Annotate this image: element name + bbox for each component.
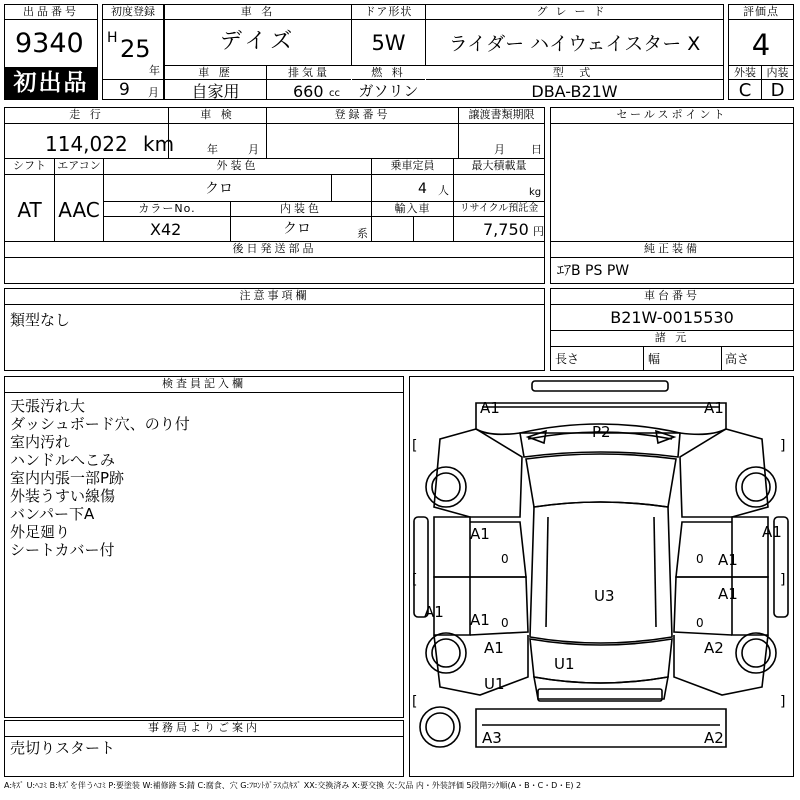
inspector-note-line: ハンドルへこみ — [10, 451, 116, 469]
exterior-grade-label: 外装 — [729, 66, 761, 80]
history-label: 車 歴 — [165, 66, 266, 80]
score: 4 — [751, 28, 771, 62]
bracket-right-2: ] — [780, 572, 786, 588]
load-unit: kg — [529, 187, 542, 198]
reg-year-unit: 年 — [149, 64, 160, 77]
capacity-unit: 人 — [438, 184, 449, 197]
inspector-box — [4, 376, 404, 718]
inspector-note-line: ダッシュボード穴、のり付 — [10, 415, 190, 433]
caution-label: 注意事項欄 — [5, 289, 544, 305]
transfer-day-unit: 日 — [531, 143, 542, 156]
ext-color: クロ — [205, 181, 233, 197]
caution-text: 類型なし — [10, 311, 71, 329]
insp-year-unit: 年 — [207, 143, 218, 156]
reg-no-label: 登録番号 — [267, 108, 458, 124]
mark-zero-1: 0 — [501, 552, 509, 566]
recycle-fee: 7,750 — [483, 220, 529, 239]
door-label: ドア形状 — [352, 5, 425, 20]
inspector-note-line: 天張汚れ大 — [10, 397, 86, 415]
ext-color-label: 外装色 — [104, 159, 371, 175]
reg-month: 9 — [119, 80, 130, 100]
bracket-right-1: ] — [780, 438, 786, 454]
mark-a1-left-rear-door: A1 — [470, 611, 490, 629]
office-box — [4, 720, 404, 777]
mark-u1-left-rear: U1 — [484, 675, 505, 693]
int-color-unit: 系 — [357, 227, 368, 240]
shift: AT — [17, 198, 42, 222]
office-text: 売切りスタート — [10, 739, 116, 757]
int-color-label: 内装色 — [231, 202, 371, 217]
mileage: 114,022 — [45, 132, 128, 156]
lot-number: 9340 — [15, 28, 84, 59]
bracket-left-3: [ — [412, 694, 418, 710]
displacement-label: 排気量 — [267, 66, 351, 80]
vehicle-info-box — [4, 107, 545, 242]
int-color: クロ — [283, 221, 311, 237]
inspector-label: 検査員記入欄 — [5, 377, 403, 393]
load-label: 最大積載量 — [454, 159, 544, 175]
grade: ライダー ハイウェイスター X — [448, 33, 701, 55]
fuel: ガソリン — [358, 82, 419, 100]
mark-a1-right-rear-door: A1 — [718, 585, 738, 603]
bracket-right-3: ] — [780, 694, 786, 710]
color-no: X42 — [150, 220, 182, 239]
mark-zero-2: 0 — [696, 552, 704, 566]
inspection-label: 車 検 — [169, 108, 266, 124]
dims-label: 諸 元 — [551, 331, 793, 347]
length-label: 長さ — [555, 352, 580, 366]
car-diagram-box — [409, 376, 794, 777]
recycle-unit: 円 — [533, 225, 544, 238]
mileage-unit: km — [143, 132, 175, 156]
equipment-box — [550, 241, 794, 284]
car-name: デイズ — [219, 29, 297, 54]
mileage-label: 走 行 — [5, 108, 168, 124]
mark-a1-right-side: A1 — [762, 523, 782, 541]
mark-a2-rear-bumper-right: A2 — [704, 729, 724, 747]
insp-month-unit: 月 — [248, 143, 259, 156]
mark-a1-right-front-door: A1 — [718, 551, 738, 569]
capacity-label: 乗車定員 — [372, 159, 453, 175]
inspector-note-line: バンパー下A — [10, 505, 95, 523]
mark-u1-rear-glass: U1 — [554, 655, 575, 673]
model-label: 型 式 — [426, 66, 723, 80]
mark-a1-front-left: A1 — [480, 399, 500, 417]
sales-point-label: セールスポイント — [551, 108, 793, 124]
later-parts-box — [4, 241, 545, 284]
first-listing-badge: 初出品 — [5, 67, 97, 99]
displacement: 660 — [293, 82, 324, 101]
equipment: ｴｱB PS PW — [557, 263, 630, 279]
fuel-label: 燃 料 — [352, 66, 425, 80]
mark-a3-rear-bumper-left: A3 — [482, 729, 502, 747]
mark-a1-front-right: A1 — [704, 399, 724, 417]
width-label: 幅 — [648, 352, 661, 366]
inspector-note-line: 室内汚れ — [10, 433, 71, 451]
lot-box — [4, 4, 98, 100]
bracket-left-1: [ — [412, 438, 418, 454]
chassis-number: B21W-0015530 — [610, 308, 734, 327]
bracket-left-2: [ — [412, 572, 418, 588]
capacity: 4 — [418, 181, 427, 197]
reg-month-unit: 月 — [148, 86, 159, 99]
era-label: H — [107, 30, 118, 46]
inspector-note-line: 外装うすい線傷 — [10, 487, 116, 505]
exterior-grade: C — [738, 80, 752, 101]
caution-box — [4, 288, 545, 371]
lot-label: 出品番号 — [5, 5, 97, 20]
mark-zero-4: 0 — [696, 616, 704, 630]
inspector-notes — [10, 397, 400, 559]
mark-p2-hood: P2 — [592, 423, 611, 441]
shift-label: シフト — [5, 159, 54, 175]
displacement-unit: cc — [329, 88, 340, 99]
mark-a1-left-front-door: A1 — [470, 525, 490, 543]
mark-a1-left-rear-fender: A1 — [484, 639, 504, 657]
grade-label: グレード — [426, 5, 723, 20]
ac-label: エアコン — [55, 159, 103, 175]
equipment-label: 純正装備 — [551, 242, 793, 258]
later-parts-label: 後日発送部品 — [5, 242, 544, 258]
model-code: DBA-B21W — [531, 82, 618, 101]
mark-a2-right-rear-fender: A2 — [704, 639, 724, 657]
score-label: 評価点 — [729, 5, 793, 20]
ac: AAC — [58, 198, 100, 222]
color-no-label: カラーNo. — [104, 202, 230, 217]
mark-a1-left-side: A1 — [424, 603, 444, 621]
score-box — [728, 4, 794, 100]
inspector-note-line: シートカバー付 — [10, 541, 115, 559]
car-name-label: 車 名 — [165, 5, 351, 20]
reg-year: 25 — [120, 35, 151, 63]
car-spec-box — [164, 4, 724, 100]
recycle-label: リサイクル預託金 — [454, 202, 544, 217]
office-label: 事務局よりご案内 — [5, 721, 403, 737]
legend: A:ｷｽﾞ U:ﾍｺﾐ B:ｷｽﾞを伴うﾍｺﾐ P:要塗装 W:補修跡 S:錆 C:腐食、穴 G:ﾌﾛﾝﾄｶﾞﾗｽ点ｷｽﾞ XX:交換済み X:要交換 欠:欠品 内・外装評価 5段階ﾗﾝｸ順(A・B・C・D・E) 2 — [4, 781, 582, 790]
sales-point-box — [550, 107, 794, 242]
mark-u3-roof: U3 — [594, 587, 615, 605]
first-reg-box — [102, 4, 164, 100]
mark-zero-3: 0 — [501, 616, 509, 630]
chassis-box — [550, 288, 794, 371]
transfer-label: 譲渡書類期限 — [459, 108, 544, 124]
inspector-note-line: 室内内張一部P跡 — [10, 469, 125, 487]
interior-grade: D — [770, 80, 785, 101]
interior-grade-label: 内装 — [762, 66, 793, 80]
transfer-month-unit: 月 — [494, 143, 505, 156]
door-type: 5W — [371, 31, 406, 55]
car-history: 自家用 — [191, 82, 240, 101]
height-label: 高さ — [725, 352, 750, 366]
import-label: 輸入車 — [372, 202, 453, 217]
first-reg-label: 初度登録 — [103, 5, 163, 20]
chassis-label: 車台番号 — [551, 289, 793, 305]
inspector-note-line: 外足廻り — [10, 523, 71, 541]
